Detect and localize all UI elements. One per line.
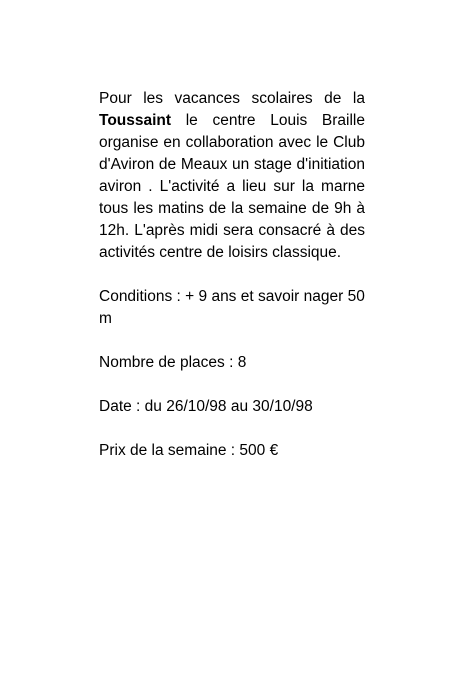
date-line: Date : du 26/10/98 au 30/10/98 xyxy=(99,398,313,415)
intro-text-start: Pour les vacances scolaires de la xyxy=(99,90,365,107)
document-body xyxy=(99,88,365,462)
intro-text-rest: le centre Louis Braille organise en collaboration avec le Club d'Aviron de Meaux un stage d'initiation aviron . L'activité a lieu sur la marne tous les matins de la semaine de 9h à 12h. L'après midi sera consacré à des activités centre de loisirs classique. xyxy=(99,112,365,261)
price-line: Prix de la semaine : 500 € xyxy=(99,442,279,459)
intro-highlight-toussaint: Toussaint xyxy=(99,112,172,129)
conditions-line: Conditions : + 9 ans et savoir nager 50 m xyxy=(99,288,365,327)
places-line: Nombre de places : 8 xyxy=(99,354,247,371)
intro-paragraph xyxy=(99,88,365,264)
